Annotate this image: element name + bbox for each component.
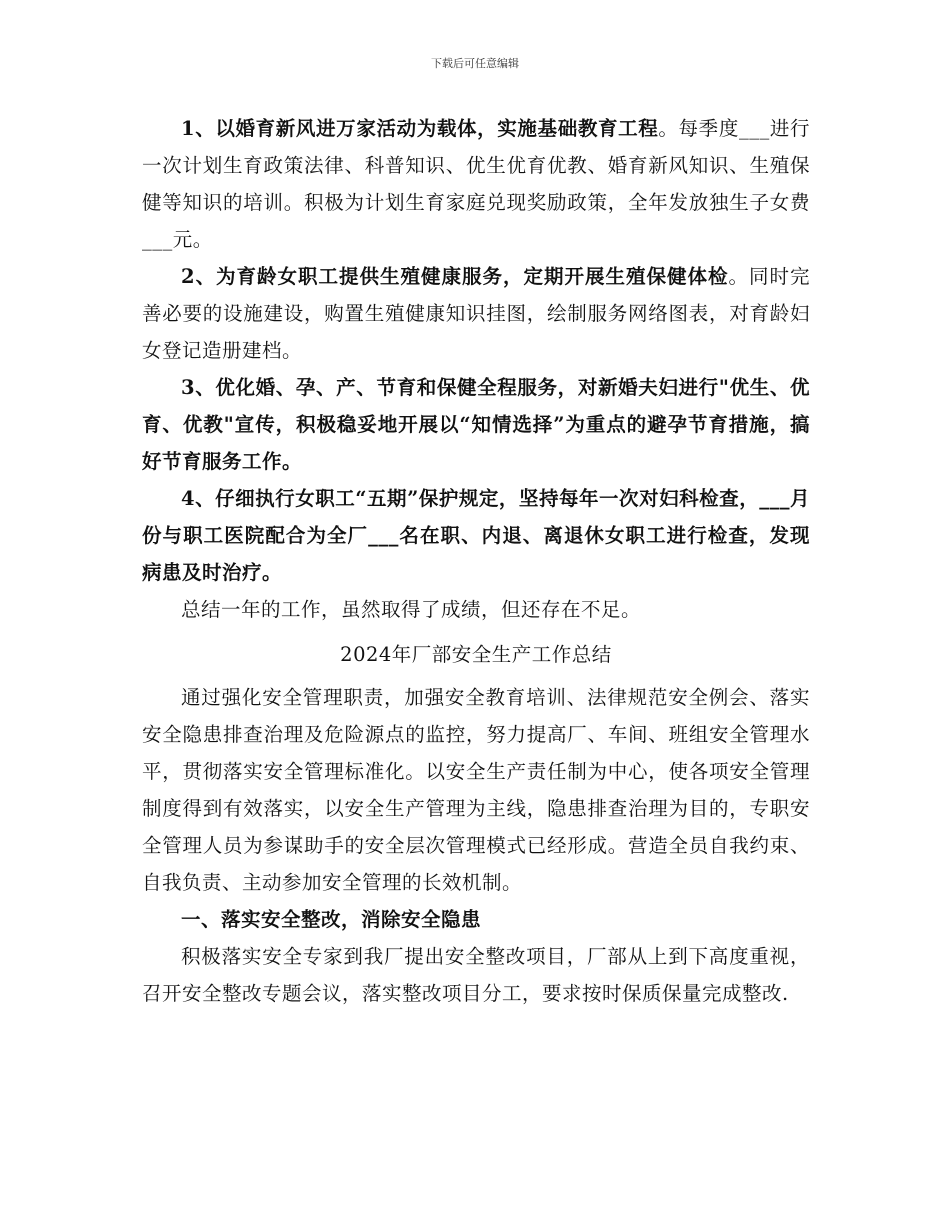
page-header-note: 下载后可任意编辑 bbox=[431, 57, 519, 70]
paragraph-item-2 bbox=[142, 258, 810, 369]
intro-paragraph: 通过强化安全管理职责，加强安全教育培训、法律规范安全例会、落实安全隐患排查治理及危险源点的监控，努力提高厂、车间、班组安全管理水平，贯彻落实安全管理标准化。以安全生产责任制为中心，使各项安全管理制度得到有效落实，以安全生产管理为主线，隐患排查治理为目的，专职安全管理人员为参谋助手的安全层次管理模式已经形成。营造全员自我约束、自我负责、主动参加安全管理的长效机制。 bbox=[142, 686, 810, 894]
section-1-heading: 一、落实安全整改，消除安全隐患 bbox=[181, 908, 482, 931]
item-1-text: 。每季度___进行一次计划生育政策法律、科普知识、优生优育优教、婚育新风知识、生殖保健等知识的培训。积极为计划生育家庭兑现奖励政策，全年发放独生子女费___元。 bbox=[142, 117, 810, 251]
summary-paragraph: 总结一年的工作，虽然取得了成绩，但还存在不足。 bbox=[181, 598, 642, 621]
item-2-heading: 2、为育龄女职工提供生殖健康服务，定期开展生殖保健体检 bbox=[181, 265, 729, 288]
paragraph-item-1 bbox=[142, 110, 810, 258]
item-2-text: 。同时完善必要的设施建设，购置生殖健康知识挂图，绘制服务网络图表，对育龄妇女登记造册建档。 bbox=[142, 265, 810, 362]
paragraph-item-3 bbox=[142, 369, 810, 480]
item-3-heading: 3、优化婚、孕、产、节育和保健全程服务，对新婚夫妇进行"优生、优育、优教"宣传，积极稳妥地开展以“知情选择”为重点的避孕节育措施，搞好节育服务工作。 bbox=[142, 376, 810, 473]
item-1-heading: 1、以婚育新风进万家活动为载体，实施基础教育工程 bbox=[181, 117, 659, 140]
section-1-body: 积极落实安全专家到我厂提出安全整改项目，厂部从上到下高度重视，召开安全整改专题会议，落实整改项目分工，要求按时保质保量完成整改. bbox=[142, 945, 810, 1005]
paragraph-item-4 bbox=[142, 480, 810, 591]
document-body bbox=[142, 110, 810, 1012]
item-4-heading: 4、仔细执行女职工“五期”保护规定，坚持每年一次对妇科检查，___月份与职工医院配合为全厂___名在职、内退、离退休女职工进行检查，发现病患及时治疗。 bbox=[142, 487, 810, 584]
document-title: 2024年厂部安全生产工作总结 bbox=[340, 643, 612, 666]
